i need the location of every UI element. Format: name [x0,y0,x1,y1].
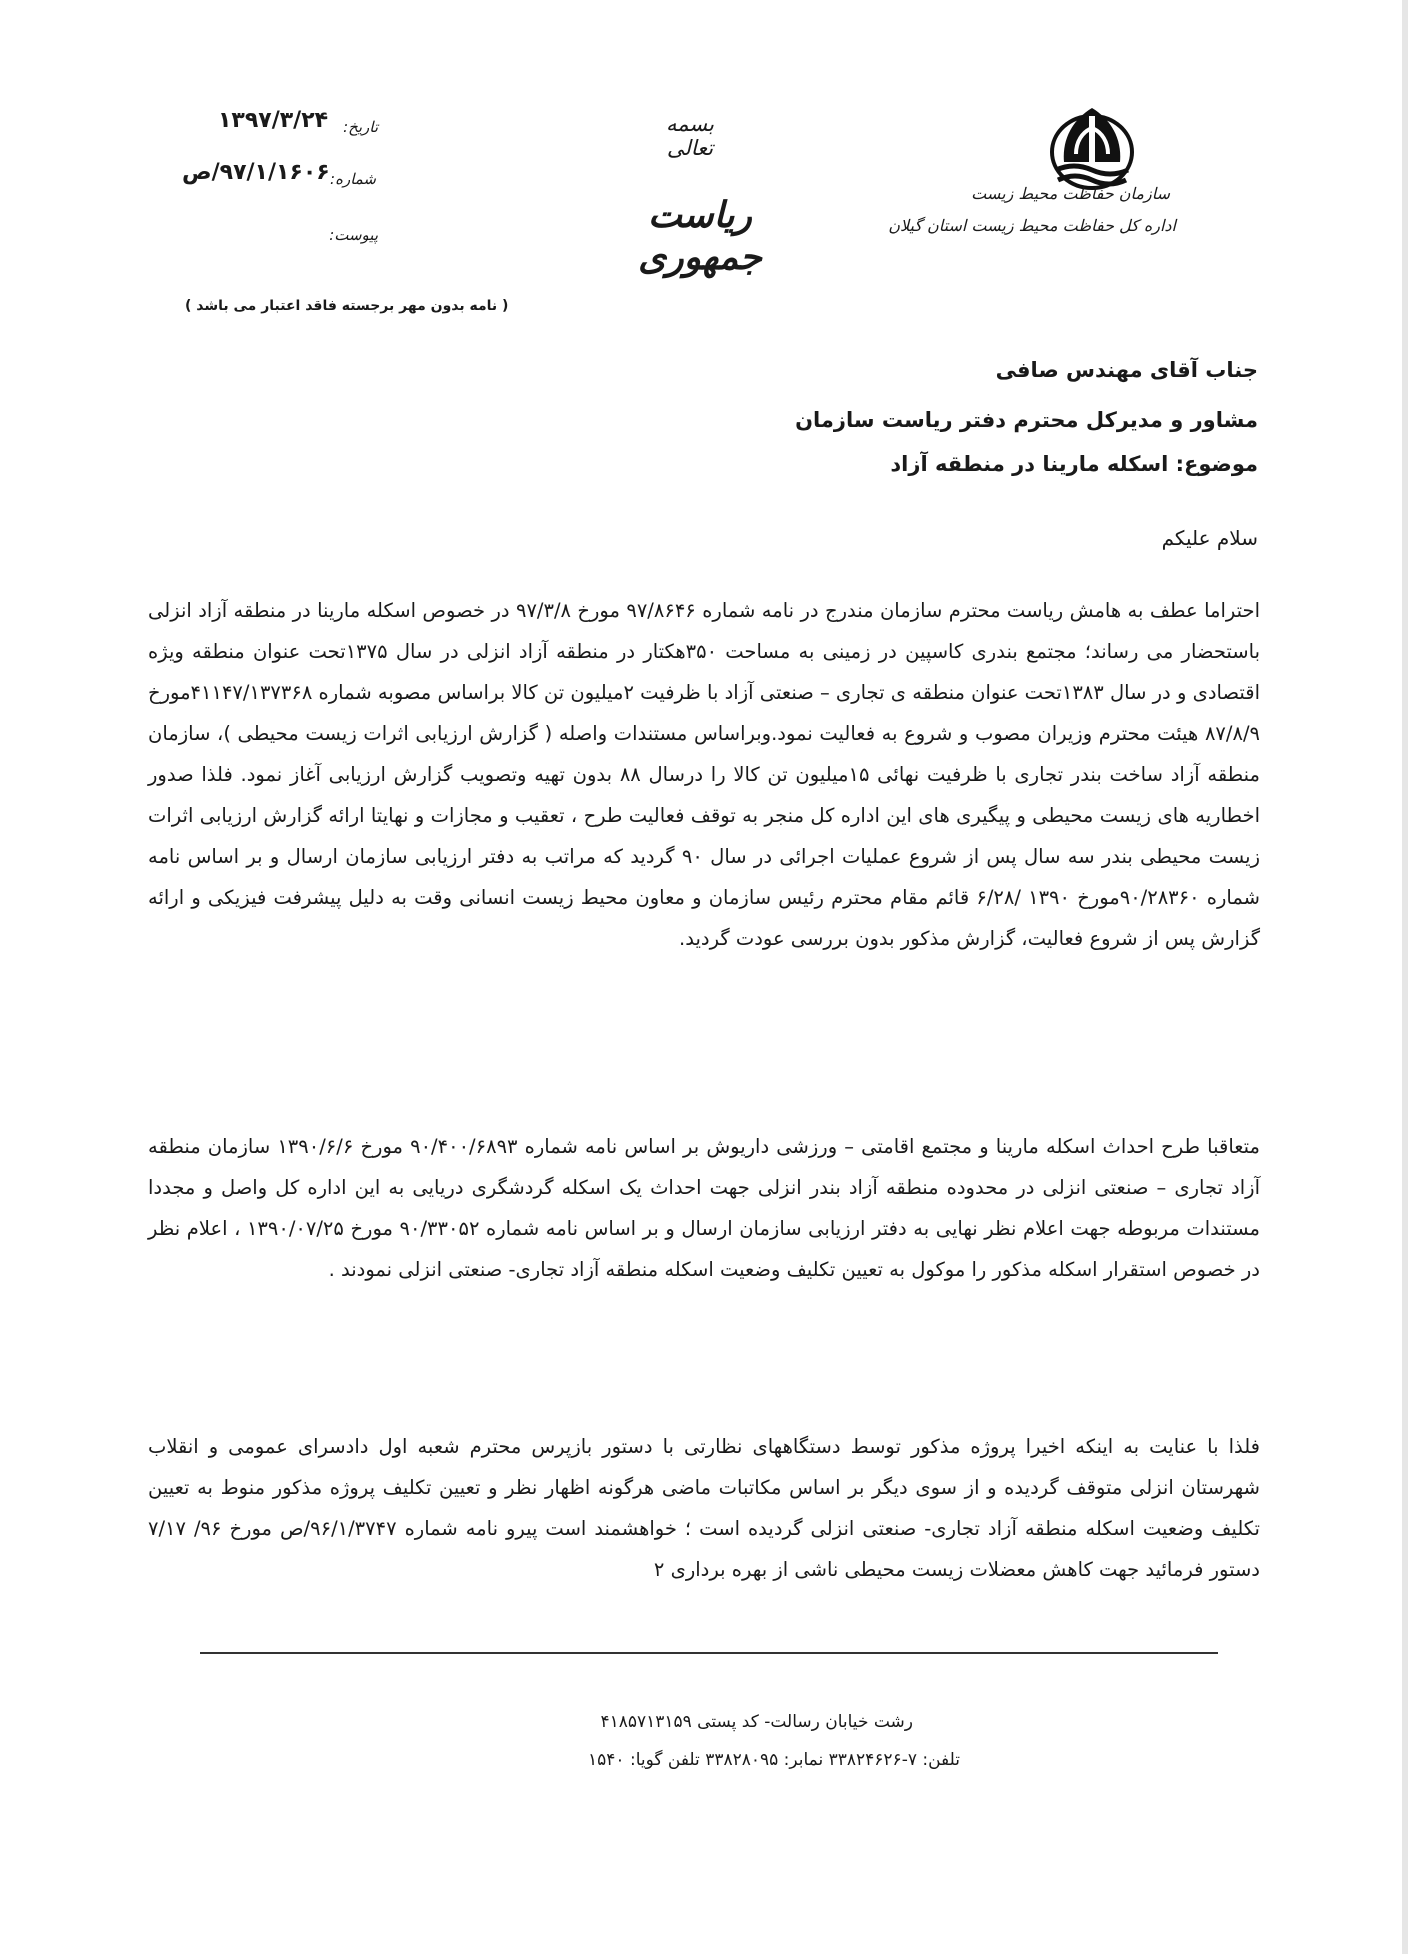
body-paragraph-3: فلذا با عنایت به اینکه اخیرا پروژه مذکور توسط دستگاههای نظارتی با دستور بازپرس محترم شعبه اول دادسرای عمومی و انقلاب شهرستان انزلی متوقف گردیده و از سوی دیگر بر اساس مکاتبات ماضی هرگونه اظهار نظر و تعیین تکلیف پروژه مذکور منوط به تعیین تکلیف وضعیت اسکله منطقه آزاد تجاری- صنعتی انزلی گردیده است ؛ خواهشمند است پیرو نامه شماره ۹۶/۱/۳۷۴۷/ص مورخ ۹۶/ ۷/۱۷ دستور فرمائید جهت کاهش معضلات زیست محیطی ناشی از بهره برداری ۲ [148,1435,1260,1581]
body-paragraph-1: احتراما عطف به هامش ریاست محترم سازمان مندرج در نامه شماره ۹۷/۸۶۴۶ مورخ ۹۷/۳/۸ در خصوص اسکله مارینا در منطقه آزاد انزلی باستحضار می رساند؛ مجتمع بندری کاسپین در زمینی به مساحت ۳۵۰هکتار در منطقه آزاد انزلی در سال ۱۳۷۵تحت عنوان منطقه ویژه اقتصادی و در سال ۱۳۸۳تحت عنوان منطقه ی تجاری – صنعتی آزاد با ظرفیت ۲میلیون تن کالا براساس مصوبه شماره ۴۱۱۴۷/۱۳۷۳۶۸مورخ ۸۷/۸/۹ هیئت محترم وزیران مصوب و شروع به فعالیت نمود.وبراساس مستندات واصله ( گزارش ارزیابی اثرات زیست محیطی )، سازمان منطقه آزاد ساخت بندر تجاری با ظرفیت نهائی ۱۵میلیون تن کالا را درسال ۸۸ بدون تهیه وتصویب گزارش ارزیابی آغاز نمود. فلذا صدور اخطاریه های زیست محیطی و پیگیری های این اداره کل منجر به توقف فعالیت طرح ، تعقیب و مجازات و نهایتا ارائه گزارش ارزیابی اثرات زیست محیطی بندر سه سال پس از شروع عملیات اجرائی در سال ۹۰ گردید که مراتب به دفتر ارزیابی سازمان ارسال و بر اساس نامه شماره ۹۰/۲۸۳۶۰مورخ ۱۳۹۰ /۶/۲۸ قائم مقام محترم رئیس سازمان و معاون محیط زیست انسانی وقت به دلیل پیشرفت فیزیکی و ارائه گزارش پس از شروع فعالیت، گزارش مذکور بدون بررسی عودت گردید. [148,599,1261,950]
subject-line: موضوع: اسکله مارینا در منطقه آزاد [890,452,1258,476]
footer-phones: تلفن: ۷-۳۳۸۲۴۶۲۶ نمابر: ۳۳۸۲۸۰۹۵ تلفن گویا: ۱۵۴۰ [588,1750,960,1770]
body-paragraph-2: متعاقبا طرح احداث اسکله مارینا و مجتمع اقامتی – ورزشی داریوش بر اساس نامه شماره ۹۰/۴۰۰/۶۸۹۳ مورخ ۱۳۹۰/۶/۶ سازمان منطقه آزاد تجاری – صنعتی انزلی در محدوده منطقه آزاد بندر انزلی جهت احداث یک اسکله گردشگری دریایی به این اداره کل واصل و مجددا مستندات مربوطه جهت اعلام نظر نهایی به دفتر ارزیابی سازمان ارسال و بر اساس نامه شماره ۹۰/۳۳۰۵۲ مورخ ۱۳۹۰/۰۷/۲۵ ، اعلام نظر در خصوص استقرار اسکله مذکور را موکول به تعیین تکلیف وضعیت اسکله منطقه آزاد تجاری- صنعتی انزلی نمودند . [148,1135,1261,1281]
organization-name: سازمان حفاظت محیط زیست [971,184,1170,203]
footer-address: رشت خیابان رسالت- کد پستی ۴۱۸۵۷۱۳۱۵۹ [600,1712,913,1732]
addressee-title: مشاور و مدیرکل محترم دفتر ریاست سازمان [795,408,1258,432]
department-name: اداره کل حفاظت محیط زیست استان گیلان [888,216,1176,235]
page-edge [1402,0,1408,1954]
addressee-name: جناب آقای مهندس صافی [995,358,1258,382]
greeting: سلام علیکم [1161,526,1258,550]
number-label: شماره: [330,170,376,188]
date-value: ۱۳۹۷/۳/۲۴ [218,108,329,133]
validity-notice: ( نامه بدون مهر برجسته فاقد اعتبار می باشد ) [185,298,509,314]
basmala: بسمه تعالی [666,112,714,160]
footer-divider [200,1652,1218,1654]
attachment-label: پیوست: [329,226,378,244]
number-value: ۹۷/۱/۱۶۰۶/ص [182,160,330,185]
date-label: تاریخ: [343,118,378,136]
organization-logo-icon [1042,100,1142,192]
presidency-heading: ریاست جمهوری [638,194,762,278]
